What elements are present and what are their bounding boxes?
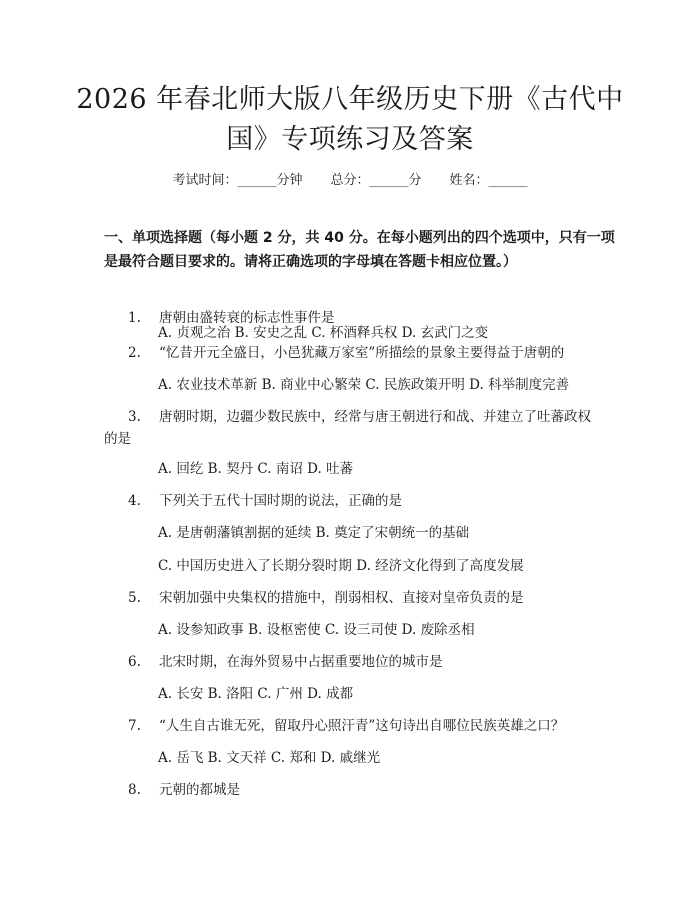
question-3-continuation: 的是 (104, 431, 131, 447)
question-3-options: A. 回纥 B. 契丹 C. 南诏 D. 吐蕃 (158, 461, 354, 477)
exam-meta (0, 169, 700, 188)
document-title-line1: 2026 年春北师大版八年级历史下册《古代中 (76, 84, 624, 115)
question-text: 下列关于五代十国时期的说法，正确的是 (159, 493, 402, 509)
question-2-options: A. 农业技术革新 B. 商业中心繁荣 C. 民族政策开明 D. 科举制度完善 (158, 377, 570, 393)
question-text: 唐朝由盛转衰的标志性事件是 (159, 310, 335, 326)
question-1-options: A. 贞观之治 B. 安史之乱 C. 杯酒释兵权 D. 玄武门之变 (158, 325, 489, 341)
question-text: “人生自古谁无死，留取丹心照汗青”这句诗出自哪位民族英雄之口？ (159, 718, 565, 734)
question-number: 5. (128, 590, 141, 606)
question-text: 元朝的都城是 (159, 782, 240, 798)
question-5-options: A. 设参知政事 B. 设枢密使 C. 设三司使 D. 废除丞相 (158, 622, 475, 638)
student-name-field: 姓名：______ (449, 173, 528, 188)
question-number: 6. (128, 654, 141, 670)
section-heading-line2: 是最符合题目要求的。请将正确选项的字母填在答题卡相应位置。） (104, 254, 517, 270)
question-4-options-line1: A. 是唐朝藩镇割据的延续 B. 奠定了宋朝统一的基础 (158, 525, 470, 541)
section-heading-line1: 一、单项选择题（每小题 2 分，共 40 分。在每小题列出的四个选项中，只有一项 (104, 230, 615, 246)
question-4-options-line2: C. 中国历史进入了长期分裂时期 D. 经济文化得到了高度发展 (158, 558, 524, 574)
question-number: 2. (128, 345, 141, 361)
question-text: “忆昔开元全盛日，小邑犹藏万家室”所描绘的景象主要得益于唐朝的 (159, 345, 565, 361)
total-score-field: 总分：______分 (330, 173, 422, 188)
question-text: 唐朝时期，边疆少数民族中，经常与唐王朝进行和战、并建立了吐蕃政权 (159, 409, 591, 425)
question-number: 3. (128, 409, 141, 425)
exam-time-field: 考试时间：______分钟 (172, 173, 303, 188)
question-number: 4. (128, 493, 141, 509)
question-7-options: A. 岳飞 B. 文天祥 C. 郑和 D. 戚继光 (158, 750, 381, 766)
document-title-line2: 国》专项练习及答案 (226, 124, 474, 155)
question-6-options: A. 长安 B. 洛阳 C. 广州 D. 成都 (158, 686, 354, 702)
question-text: 宋朝加强中央集权的措施中，削弱相权、直接对皇帝负责的是 (159, 590, 524, 606)
question-text: 北宋时期，在海外贸易中占据重要地位的城市是 (159, 654, 443, 670)
question-number: 8. (128, 782, 141, 798)
question-number: 7. (128, 718, 141, 734)
question-number: 1. (128, 310, 141, 326)
